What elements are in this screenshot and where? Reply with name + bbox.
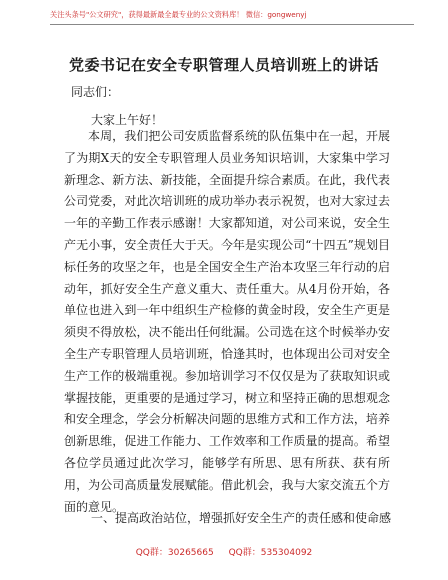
greeting: 大家上午好！ [91,113,164,127]
document-title: 党委书记在安全专职管理人员培训班上的讲话 [68,56,379,74]
footer [0,545,448,558]
qq-group-1: QQ群：30265665 [135,548,214,558]
body-paragraph: 本周，我们把公司安质监督系统的队伍集中在一起，开展了为期X天的安全专职管理人员业务知识培训，大家集中学习新理念、新方法、新技能，全面提升综合素质。在此，我代表公司党委，对此次培训班的成功举办表示祝贺，也对大家过去一年的辛勤工作表示感谢！大家都知道，对公司来说，安全生产无小事，安全责任大于天。今年是实现公司“十四五”规划目标任务的攻坚之年，也是全国安全生产治本攻坚三年行动的启动年，抓好安全生产意义重大、责任重大。从4月份开始，各单位也进入到一年中组织生产检修的黄金时段，安全生产更是须臾不得放松，决不能出任何纰漏。公司选在这个时候举办安全生产专职管理人员培训班，恰逢其时，也体现出公司对安全生产工作的极端重视。参加培训学习不仅仅是为了获取知识或掌握技能，更重要的是通过学习，树立和坚持正确的思想观念和安全理念，学会分析解决问题的思维方式和工作方法，培养创新思维，促进工作能力、工作效率和工作质量的提高。希望各位学员通过此次学习，能够学有所思、思有所获、获有所用，为公司高质量发展赋能。借此机会，我与大家交流五个方面的意见。 [64,129,390,514]
promo-header: 关注头条号"公文研究"，获得最新最全最专业的公文资料库！ 微信：gongwenyj [50,10,414,25]
salutation: 同志们： [71,85,120,99]
section-heading: 一、提高政治站位，增强抓好安全生产的责任感和使命感 [91,511,392,525]
qq-group-2: QQ群：535304092 [228,548,313,558]
document-body [64,126,390,518]
